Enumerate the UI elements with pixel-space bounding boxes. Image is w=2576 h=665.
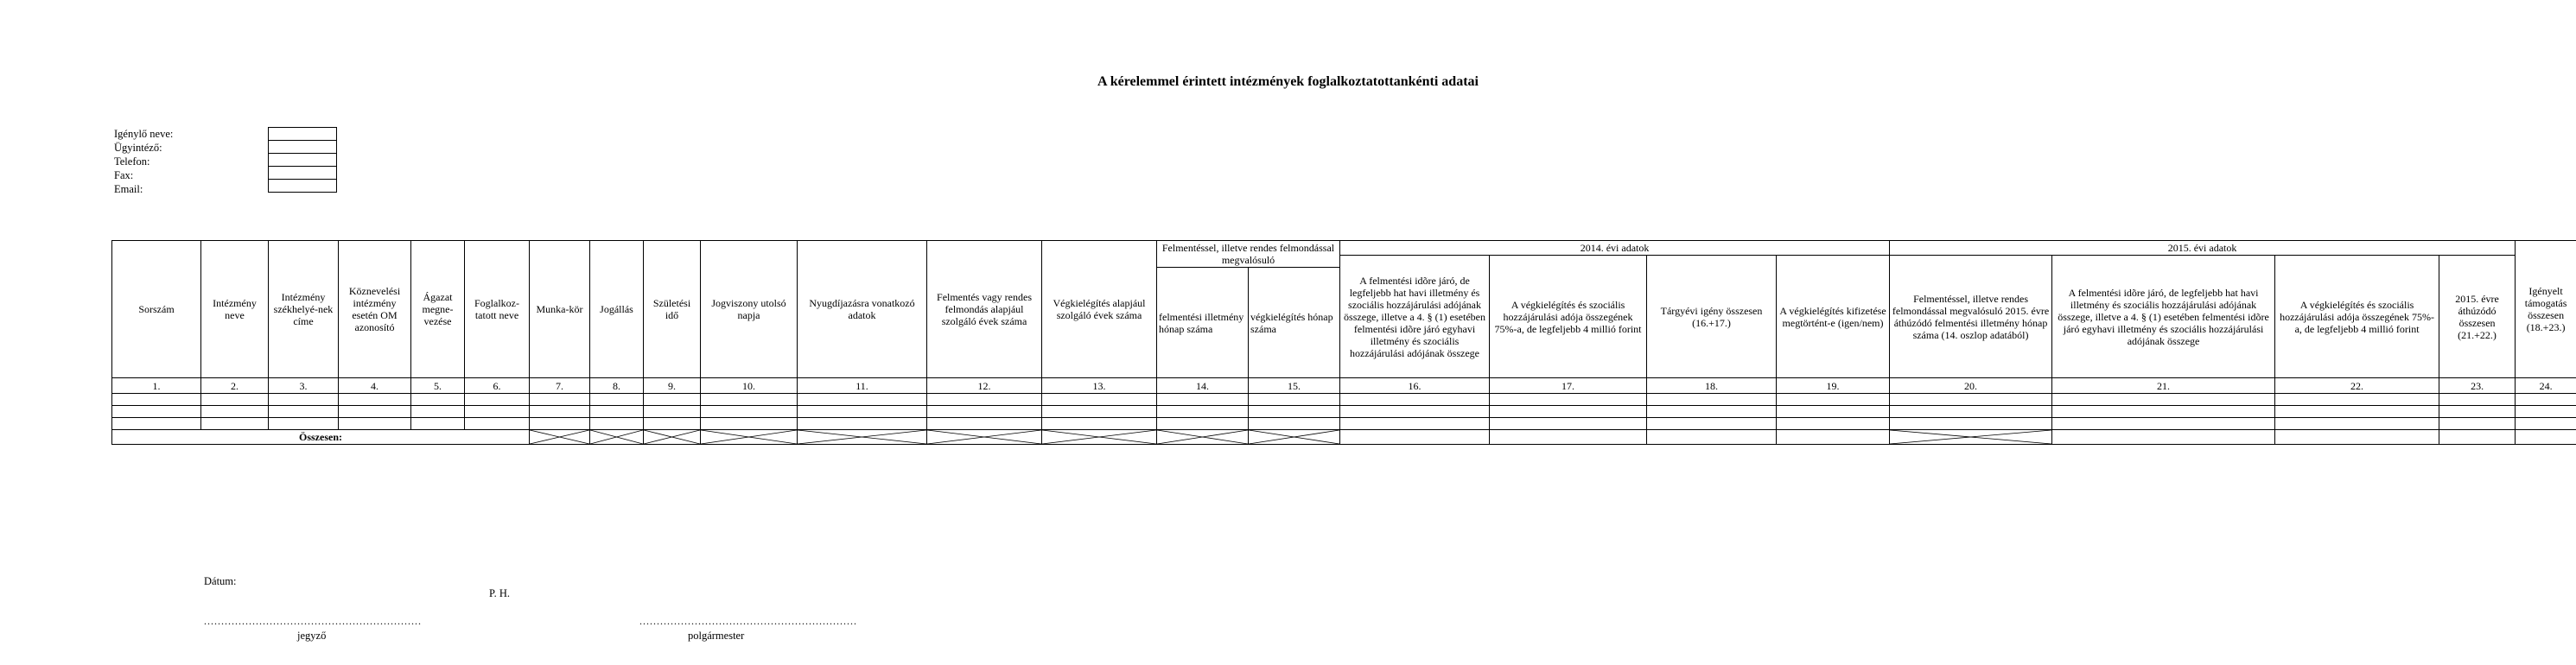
col-header-24: Igényelt támogatás összesen (18.+23.) [2516,241,2576,378]
total-cell-17[interactable] [1490,430,1647,445]
crossed-cell [530,430,590,445]
table-cell[interactable] [465,406,530,418]
table-cell[interactable] [112,418,201,430]
table-cell[interactable] [590,418,644,430]
table-cell[interactable] [269,394,339,406]
stamp-label: P. H. [489,587,510,599]
col-number-10: 10. [701,378,798,394]
table-cell[interactable] [1647,394,1777,406]
table-cell[interactable] [1647,418,1777,430]
col-header-6: Foglalkoz-tatott neve [465,241,530,378]
total-cell-23[interactable] [2439,430,2516,445]
table-cell[interactable] [2439,406,2516,418]
col-header-7: Munka-kör [530,241,590,378]
table-cell[interactable] [1890,406,2052,418]
table-cell[interactable] [2516,406,2576,418]
crossed-cell [798,430,927,445]
total-cell-19[interactable] [1777,430,1890,445]
group-header-2014: 2014. évi adatok [1340,241,1890,256]
table-cell[interactable] [530,394,590,406]
table-cell[interactable] [1777,406,1890,418]
col-header-1: Sorszám [112,241,201,378]
table-cell[interactable] [927,394,1042,406]
table-cell[interactable] [201,394,269,406]
col-header-21: A felmentési idõre járó, de legfeljebb hat havi illetmény és szociális hozzájárulási adójának összege, illetve a 4. § (1) esetében felmentési idõre járó egyhavi illetmény és szociális hozzájárulási adójának összege [2052,256,2275,378]
table-cell[interactable] [530,418,590,430]
col-header-20: Felmentéssel, illetve rendes felmondással megvalósuló 2015. évre áthúzódó felmentési illetmény hónap száma (14. oszlop adatából) [1890,256,2052,378]
table-cell[interactable] [530,406,590,418]
col-number-14: 14. [1157,378,1249,394]
table-cell[interactable] [201,418,269,430]
table-cell[interactable] [798,418,927,430]
table-cell[interactable] [798,394,927,406]
table-cell[interactable] [927,418,1042,430]
email-label: Email: [114,183,143,195]
table-cell[interactable] [1042,394,1157,406]
table-cell[interactable] [701,406,798,418]
col-number-4: 4. [339,378,411,394]
table-cell[interactable] [339,394,411,406]
table-cell[interactable] [1249,406,1340,418]
mayor-label: polgármester [688,630,745,642]
phone-label: Telefon: [114,155,150,168]
col-number-17: 17. [1490,378,1647,394]
table-cell[interactable] [1157,406,1249,418]
fax-field[interactable] [269,167,337,180]
col-number-2: 2. [201,378,269,394]
total-label: Összesen: [112,430,530,445]
requester-name-field[interactable] [269,128,337,141]
col-number-22: 22. [2275,378,2439,394]
requester-name-label: Igénylő neve: [114,128,174,140]
table-cell[interactable] [2275,394,2439,406]
table-cell[interactable] [1042,418,1157,430]
total-row [112,430,2576,445]
group-header-dismissal: Felmentéssel, illetve rendes felmondással megvalósuló [1157,241,1340,268]
table-cell[interactable] [927,406,1042,418]
table-cell[interactable] [2052,406,2275,418]
table-cell[interactable] [644,406,701,418]
table-cell[interactable] [1890,394,2052,406]
col-header-13: Végkielégítés alapjául szolgáló évek száma [1042,241,1157,378]
col-header-15: végkielégítés hónap száma [1249,268,1340,378]
crossed-cell [644,430,701,445]
col-header-12: Felmentés vagy rendes felmondás alapjául szolgáló évek száma [927,241,1042,378]
table-cell[interactable] [269,418,339,430]
table-cell[interactable] [644,418,701,430]
crossed-cell [1890,430,2052,445]
col-number-18: 18. [1647,378,1777,394]
col-header-11: Nyugdíjazásra vonatkozó adatok [798,241,927,378]
col-number-1: 1. [112,378,201,394]
table-cell[interactable] [339,418,411,430]
table-cell[interactable] [1249,394,1340,406]
crossed-cell [590,430,644,445]
table-cell[interactable] [1777,394,1890,406]
table-cell[interactable] [2275,418,2439,430]
table-cell[interactable] [1340,394,1490,406]
table-row [112,406,2576,418]
table-cell[interactable] [798,406,927,418]
table-cell[interactable] [2052,394,2275,406]
table-cell[interactable] [269,406,339,418]
col-header-23: 2015. évre áthúzódó összesen (21.+22.) [2439,256,2516,378]
table-row [112,394,2576,406]
employee-data-table [111,240,2576,445]
table-cell[interactable] [1490,418,1647,430]
table-cell[interactable] [1157,394,1249,406]
notary-signature-line: ............................................................... [204,615,422,627]
table-cell[interactable] [2052,418,2275,430]
col-number-6: 6. [465,378,530,394]
col-header-16: A felmentési idõre járó, de legfeljebb hat havi illetmény és szociális hozzájárulási adójának összege, illetve a 4. § (1) esetében felmentési idõre járó egyhavi illetmény és szociális hozzájárulási adójának összege [1340,256,1490,378]
table-cell[interactable] [465,418,530,430]
col-header-5: Ágazat megne-vezése [411,241,465,378]
col-number-5: 5. [411,378,465,394]
date-label: Dátum: [204,575,237,587]
table-cell[interactable] [411,418,465,430]
crossed-cell [1157,430,1249,445]
table-cell[interactable] [411,394,465,406]
contact-person-field[interactable] [269,141,337,154]
total-cell-21[interactable] [2052,430,2275,445]
table-cell[interactable] [2516,418,2576,430]
col-header-4: Köznevelési intézmény esetén OM azonosító [339,241,411,378]
table-cell[interactable] [1157,418,1249,430]
email-field[interactable] [269,180,337,193]
col-number-15: 15. [1249,378,1340,394]
col-header-8: Jogállás [590,241,644,378]
page-title: A kérelemmel érintett intézmények foglalkoztatottankénti adatai [1097,74,1479,89]
col-number-20: 20. [1890,378,2052,394]
col-number-23: 23. [2439,378,2516,394]
fax-label: Fax: [114,169,134,181]
col-header-9: Születési idő [644,241,701,378]
crossed-cell [701,430,798,445]
table-cell[interactable] [339,406,411,418]
group-header-2015: 2015. évi adatok [1890,241,2516,256]
col-number-24: 24. [2516,378,2576,394]
col-number-8: 8. [590,378,644,394]
col-header-17: A végkielégítés és szociális hozzájárulási adója összegének 75%-a, de legfeljebb 4 millió forint [1490,256,1647,378]
col-header-3: Intézmény székhelyé-nek címe [269,241,339,378]
col-header-18: Tárgyévi igény összesen (16.+17.) [1647,256,1777,378]
col-number-3: 3. [269,378,339,394]
table-cell[interactable] [1890,418,2052,430]
table-cell[interactable] [590,406,644,418]
requester-input-boxes [268,127,337,193]
col-header-19: A végkielégítés kifizetése megtörtént-e (igen/nem) [1777,256,1890,378]
crossed-cell [927,430,1042,445]
total-cell-24[interactable] [2516,430,2576,445]
table-cell[interactable] [1490,394,1647,406]
col-number-9: 9. [644,378,701,394]
table-cell[interactable] [1249,418,1340,430]
table-cell[interactable] [590,394,644,406]
table-cell[interactable] [112,394,201,406]
requester-labels [114,127,173,196]
table-cell[interactable] [1340,406,1490,418]
mayor-signature-line: ............................................................... [639,615,857,627]
table-cell[interactable] [2439,394,2516,406]
col-number-19: 19. [1777,378,1890,394]
col-header-10: Jogviszony utolsó napja [701,241,798,378]
table-cell[interactable] [701,394,798,406]
table-cell[interactable] [411,406,465,418]
table-cell[interactable] [1042,406,1157,418]
col-number-7: 7. [530,378,590,394]
crossed-cell [1042,430,1157,445]
col-header-14: felmentési illetmény hónap száma [1157,268,1249,378]
col-header-2: Intézmény neve [201,241,269,378]
table-cell[interactable] [465,394,530,406]
contact-person-label: Ügyintéző: [114,142,162,154]
table-cell[interactable] [201,406,269,418]
phone-field[interactable] [269,154,337,167]
table-cell[interactable] [2439,418,2516,430]
col-number-13: 13. [1042,378,1157,394]
total-cell-22[interactable] [2275,430,2439,445]
table-cell[interactable] [701,418,798,430]
table-row [112,418,2576,430]
table-cell[interactable] [1647,406,1777,418]
table-cell[interactable] [2516,394,2576,406]
total-cell-18[interactable] [1647,430,1777,445]
col-number-21: 21. [2052,378,2275,394]
col-number-11: 11. [798,378,927,394]
crossed-cell [1249,430,1340,445]
notary-label: jegyző [297,630,327,642]
table-cell[interactable] [112,406,201,418]
col-number-12: 12. [927,378,1042,394]
total-cell-16[interactable] [1340,430,1490,445]
table-cell[interactable] [1340,418,1490,430]
col-header-22: A végkielégítés és szociális hozzájárulási adója összegének 75%-a, de legfeljebb 4 millió forint [2275,256,2439,378]
col-number-16: 16. [1340,378,1490,394]
table-cell[interactable] [2275,406,2439,418]
table-cell[interactable] [1777,418,1890,430]
table-cell[interactable] [1490,406,1647,418]
table-cell[interactable] [644,394,701,406]
